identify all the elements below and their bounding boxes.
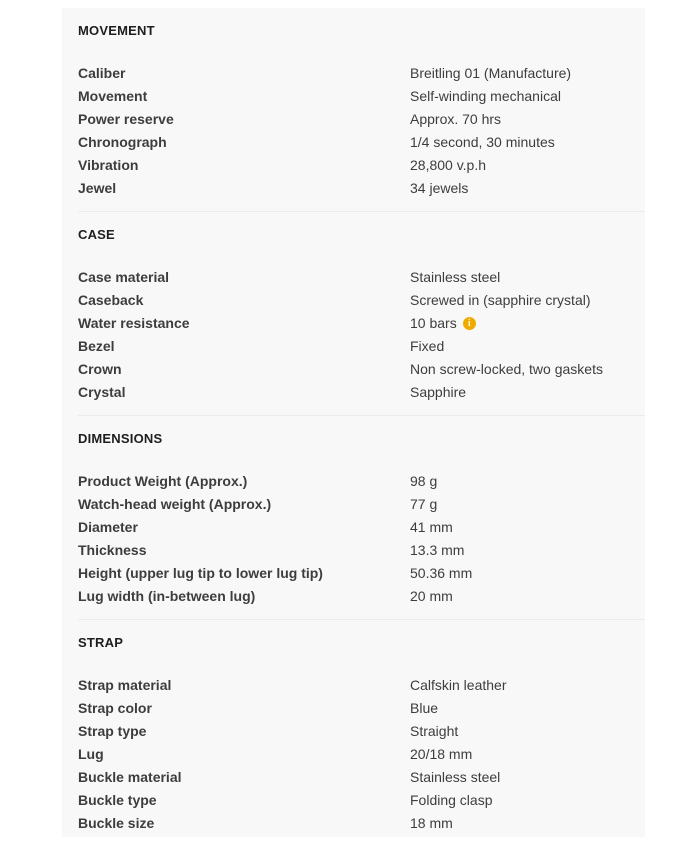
- spec-value-text: 10 bars: [410, 315, 457, 331]
- spec-label: Buckle type: [78, 792, 157, 808]
- spec-label: Crystal: [78, 384, 126, 400]
- spec-value: [410, 289, 591, 312]
- spec-value: [410, 85, 561, 108]
- spec-label: Crown: [78, 361, 122, 377]
- spec-label: Buckle size: [78, 815, 155, 831]
- spec-value: [410, 516, 453, 539]
- spec-value: [410, 539, 464, 562]
- spec-row: [78, 312, 645, 335]
- spec-value: [410, 358, 603, 381]
- spec-label: Movement: [78, 88, 148, 104]
- spec-row: [78, 335, 645, 358]
- spec-value-text: Breitling 01 (Manufacture): [410, 65, 572, 81]
- spec-label: Lug width (in-between lug): [78, 588, 256, 604]
- spec-value: [410, 108, 501, 131]
- spec-section-case: [78, 228, 645, 404]
- spec-value-text: 28,800 v.p.h: [410, 157, 487, 173]
- spec-label: Jewel: [78, 180, 117, 196]
- spec-value-text: Stainless steel: [410, 769, 501, 785]
- spec-section-dimensions: [78, 432, 645, 608]
- spec-value-text: Blue: [410, 700, 439, 716]
- spec-value-text: Approx. 70 hrs: [410, 111, 502, 127]
- spec-value-text: 1/4 second, 30 minutes: [410, 134, 555, 150]
- spec-row: [78, 516, 645, 539]
- section-rows: [78, 674, 645, 835]
- specifications-panel: [62, 8, 645, 837]
- spec-row: [78, 493, 645, 516]
- spec-row: [78, 470, 645, 493]
- spec-row: [78, 108, 645, 131]
- spec-value: [410, 812, 453, 835]
- spec-row: [78, 381, 645, 404]
- spec-row: [78, 539, 645, 562]
- spec-label: Caliber: [78, 65, 126, 81]
- spec-row: [78, 358, 645, 381]
- spec-label: Diameter: [78, 519, 138, 535]
- spec-value-text: 20/18 mm: [410, 746, 473, 762]
- spec-row: [78, 154, 645, 177]
- spec-value-text: Folding clasp: [410, 792, 493, 808]
- spec-value: [410, 766, 500, 789]
- spec-value-text: 34 jewels: [410, 180, 469, 196]
- spec-label: Caseback: [78, 292, 144, 308]
- spec-value-text: Straight: [410, 723, 459, 739]
- spec-value: [410, 62, 571, 85]
- spec-row: [78, 562, 645, 585]
- spec-label: Strap material: [78, 677, 172, 693]
- spec-value: [410, 381, 466, 404]
- spec-label: Water resistance: [78, 315, 190, 331]
- spec-value-text: Screwed in (sapphire crystal): [410, 292, 591, 308]
- spec-value-text: 41 mm: [410, 519, 453, 535]
- spec-value: [410, 743, 472, 766]
- spec-label: Strap type: [78, 723, 147, 739]
- spec-value: [410, 312, 476, 335]
- section-divider: [78, 619, 645, 620]
- spec-value: [410, 562, 472, 585]
- spec-value-text: Non screw-locked, two gaskets: [410, 361, 603, 377]
- section-title: STRAP: [78, 635, 124, 650]
- section-divider: [78, 211, 645, 212]
- spec-label: Thickness: [78, 542, 147, 558]
- spec-value-text: Calfskin leather: [410, 677, 507, 693]
- spec-row: [78, 131, 645, 154]
- spec-label: Bezel: [78, 338, 115, 354]
- spec-row: [78, 177, 645, 200]
- spec-label: Buckle material: [78, 769, 182, 785]
- spec-value: [410, 789, 493, 812]
- spec-value: [410, 493, 437, 516]
- section-rows: [78, 266, 645, 404]
- spec-row: [78, 674, 645, 697]
- spec-value: [410, 154, 486, 177]
- section-divider: [78, 415, 645, 416]
- spec-row: [78, 812, 645, 835]
- spec-label: Strap color: [78, 700, 152, 716]
- spec-value-text: Fixed: [410, 338, 445, 354]
- info-icon[interactable]: i: [463, 317, 476, 330]
- spec-value: [410, 585, 453, 608]
- section-rows: [78, 470, 645, 608]
- spec-section-strap: [78, 636, 645, 835]
- spec-value-text: Sapphire: [410, 384, 467, 400]
- spec-row: [78, 62, 645, 85]
- spec-value-text: 18 mm: [410, 815, 453, 831]
- spec-label: Height (upper lug tip to lower lug tip): [78, 565, 323, 581]
- spec-row: [78, 697, 645, 720]
- spec-value: [410, 674, 507, 697]
- spec-value-text: 98 g: [410, 473, 438, 489]
- spec-value: [410, 720, 458, 743]
- spec-value-text: 77 g: [410, 496, 438, 512]
- spec-label: Watch-head weight (Approx.): [78, 496, 272, 512]
- spec-value: [410, 177, 468, 200]
- spec-value: [410, 266, 500, 289]
- spec-row: [78, 766, 645, 789]
- spec-value-text: 20 mm: [410, 588, 453, 604]
- spec-value-text: Self-winding mechanical: [410, 88, 561, 104]
- section-rows: [78, 62, 645, 200]
- spec-label: Case material: [78, 269, 170, 285]
- spec-value-text: 50.36 mm: [410, 565, 473, 581]
- spec-value-text: 13.3 mm: [410, 542, 465, 558]
- spec-row: [78, 720, 645, 743]
- spec-value: [410, 131, 555, 154]
- spec-label: Vibration: [78, 157, 139, 173]
- spec-value: [410, 335, 444, 358]
- spec-value-text: Stainless steel: [410, 269, 501, 285]
- spec-label: Power reserve: [78, 111, 174, 127]
- section-title: MOVEMENT: [78, 23, 155, 38]
- spec-row: [78, 289, 645, 312]
- spec-value: [410, 470, 437, 493]
- spec-row: [78, 85, 645, 108]
- spec-row: [78, 789, 645, 812]
- spec-row: [78, 266, 645, 289]
- section-title: DIMENSIONS: [78, 431, 163, 446]
- spec-label: Lug: [78, 746, 104, 762]
- spec-row: [78, 743, 645, 766]
- spec-label: Product Weight (Approx.): [78, 473, 248, 489]
- spec-section-movement: [78, 24, 645, 200]
- spec-label: Chronograph: [78, 134, 167, 150]
- spec-row: [78, 585, 645, 608]
- spec-value: [410, 697, 438, 720]
- section-title: CASE: [78, 227, 115, 242]
